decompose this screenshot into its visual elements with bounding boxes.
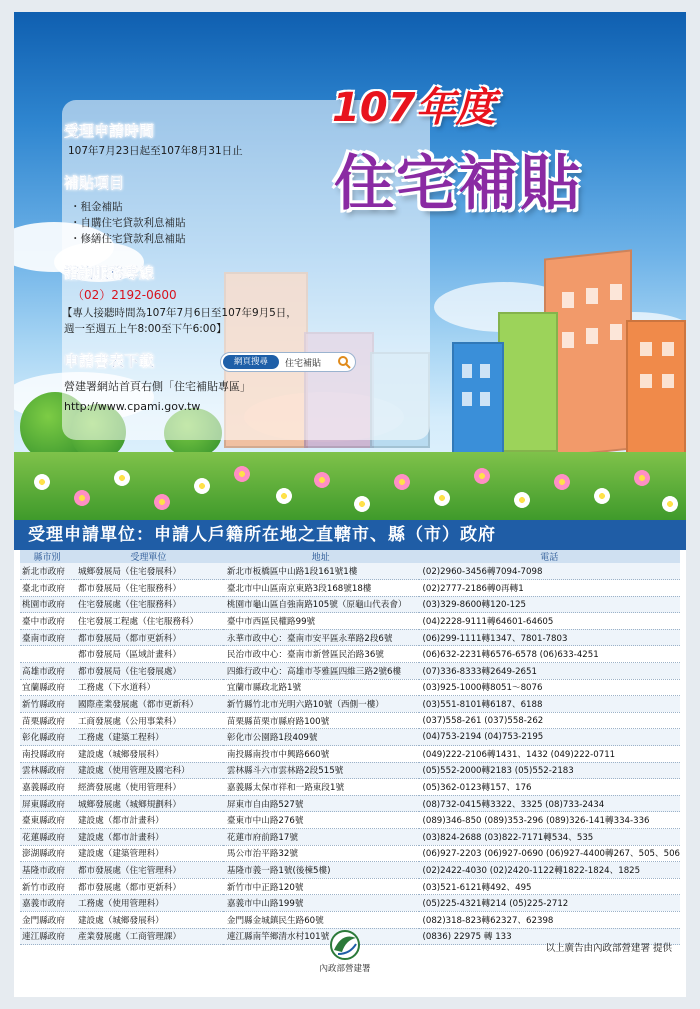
agency-cell: 經濟發展處（使用管理科） [74, 779, 223, 796]
address-cell: 基隆市義一路1號(後棟5樓) [223, 862, 419, 879]
phone-cell: (02)2960-3456轉7094-7098 [419, 563, 681, 580]
application-period-text: 107年7月23日起至107年8月31日止 [68, 145, 243, 157]
poster-title: 住宅補貼 [334, 149, 582, 219]
address-cell: 永華市政中心：臺南市安平區永華路2段6號 [223, 629, 419, 646]
hotline-heading: 諮詢服務專線 [64, 264, 155, 282]
county-cell: 基隆市政府 [20, 862, 74, 879]
hotline-phone: （02）2192-0600 [72, 288, 177, 302]
county-cell: 嘉義縣政府 [20, 779, 74, 796]
address-cell: 雲林縣斗六市雲林路2段515號 [223, 762, 419, 779]
column-header: 地址 [223, 550, 419, 563]
phone-cell: (082)318-823轉62327、62398 [419, 911, 681, 928]
logo-text: 內政部營建署 [319, 964, 371, 974]
agency-cell: 住宅發展處（住宅服務科） [74, 596, 223, 613]
agency-cell: 建設處（城鄉發展科） [74, 746, 223, 763]
phone-cell: (06)299-1111轉1347、7801-7803 [419, 629, 681, 646]
poster [14, 12, 686, 997]
table-row [20, 696, 680, 713]
application-unit-banner: 受理申請單位：申請人戶籍所在地之直轄市、縣（市）政府 [14, 520, 686, 550]
agency-cell: 都市發展局（住宅服務科） [74, 580, 223, 597]
table-row [20, 795, 680, 812]
grass [14, 452, 686, 520]
phone-cell: (03)824-2688 (03)822-7171轉534、535 [419, 829, 681, 846]
phone-cell: (07)336-8333轉2649-2651 [419, 663, 681, 680]
county-cell: 苗栗縣政府 [20, 712, 74, 729]
agency-cell: 都市發展處（住宅管理科） [74, 862, 223, 879]
address-cell: 花蓮市府前路17號 [223, 829, 419, 846]
address-cell: 馬公市治平路32號 [223, 845, 419, 862]
column-header: 電話 [419, 550, 681, 563]
phone-cell: (037)558-261 (037)558-262 [419, 712, 681, 729]
table-row [20, 895, 680, 912]
search-icon [337, 355, 351, 369]
county-cell: 臺東縣政府 [20, 812, 74, 829]
agency-cell: 建設處（都市計畫科） [74, 812, 223, 829]
subsidy-items-heading: 補貼項目 [64, 174, 125, 192]
building [452, 342, 504, 454]
table-row [20, 862, 680, 879]
application-period-heading: 受理申請時間 [64, 122, 155, 140]
agency-cell: 都市發展局（住宅發展處） [74, 663, 223, 680]
county-cell: 雲林縣政府 [20, 762, 74, 779]
table-row [20, 762, 680, 779]
subsidy-item: ・自購住宅貸款利息補貼 [70, 217, 186, 229]
address-cell: 臺東市中山路276號 [223, 812, 419, 829]
address-cell: 連江縣南竿鄉清水村101號 [223, 928, 419, 945]
table-row [20, 845, 680, 862]
search-keyword: 住宅補貼 [285, 359, 322, 369]
address-cell: 南投縣南投市中興路660號 [223, 746, 419, 763]
county-cell: 新竹市政府 [20, 878, 74, 895]
county-cell: 金門縣政府 [20, 911, 74, 928]
phone-cell: (05)362-0123轉157、176 [419, 779, 681, 796]
table-row [20, 563, 680, 580]
agency-cell: 工商發展處（公用事業科） [74, 712, 223, 729]
phone-cell: (06)927-2203 (06)927-0690 (06)927-4400轉267、505、506 [419, 845, 681, 862]
agency-cell: 國際產業發展處（都市更新科） [74, 696, 223, 713]
table-row [20, 679, 680, 696]
table-row [20, 878, 680, 895]
agency-cell: 產業發展處（工商管理課） [74, 928, 223, 945]
address-cell: 新竹市中正路120號 [223, 878, 419, 895]
phone-cell: (08)732-0415轉3322、3325 (08)733-2434 [419, 795, 681, 812]
phone-cell: (05)225-4321轉214 (05)225-2712 [419, 895, 681, 912]
hotline-note: 【專人接聽時間為107年7月6日至107年9月5日， [62, 307, 297, 319]
agency-cell: 工務處（下水道科） [74, 679, 223, 696]
table-row [20, 729, 680, 746]
hero-illustration [14, 12, 686, 520]
county-cell: 桃園市政府 [20, 596, 74, 613]
table-row [20, 663, 680, 680]
table-row [20, 629, 680, 646]
subsidy-item: ・租金補貼 [70, 201, 123, 213]
county-cell [20, 646, 74, 663]
phone-cell: (03)551-8101轉6187、6188 [419, 696, 681, 713]
address-cell: 金門縣金城鎮民生路60號 [223, 911, 419, 928]
phone-cell: (089)346-850 (089)353-296 (089)326-141轉334-336 [419, 812, 681, 829]
phone-cell: (06)632-2231轉6576-6578 (06)633-4251 [419, 646, 681, 663]
table-row [20, 613, 680, 630]
phone-cell: (03)925-1000轉8051～8076 [419, 679, 681, 696]
download-heading: 申請書表下載 [64, 352, 155, 370]
phone-cell: (05)552-2000轉2183 (05)552-2183 [419, 762, 681, 779]
address-cell: 臺北市中山區南京東路3段168號18樓 [223, 580, 419, 597]
address-cell: 桃園市龜山區自強南路105號（原龜山代表會） [223, 596, 419, 613]
table-row [20, 646, 680, 663]
county-cell: 臺北市政府 [20, 580, 74, 597]
year-label: 107年度 [332, 85, 496, 131]
table-row [20, 779, 680, 796]
county-cell: 嘉義市政府 [20, 895, 74, 912]
website-url[interactable]: http://www.cpami.gov.tw [64, 400, 201, 413]
county-cell: 花蓮縣政府 [20, 829, 74, 846]
phone-cell: (03)329-8600轉120-125 [419, 596, 681, 613]
county-cell: 宜蘭縣政府 [20, 679, 74, 696]
county-cell: 臺南市政府 [20, 629, 74, 646]
county-cell: 屏東縣政府 [20, 795, 74, 812]
building [626, 320, 686, 454]
phone-cell: (049)222-2106轉1431、1432 (049)222-0711 [419, 746, 681, 763]
table-row [20, 746, 680, 763]
cpami-logo [310, 928, 380, 974]
agency-cell: 城鄉發展局（住宅發展科） [74, 563, 223, 580]
address-cell: 臺中市西區民權路99號 [223, 613, 419, 630]
phone-cell: (0836) 22975 轉 133 [419, 928, 681, 945]
address-cell: 新竹縣竹北市光明六路10號（西側一樓） [223, 696, 419, 713]
agency-cell: 工務處（建築工程科） [74, 729, 223, 746]
agency-cell: 工務處（使用管理科） [74, 895, 223, 912]
address-cell: 苗栗縣苗栗市縣府路100號 [223, 712, 419, 729]
phone-cell: (02)2422-4030 (02)2420-1122轉1822-1824、1825 [419, 862, 681, 879]
agency-cell: 住宅發展工程處（住宅服務科） [74, 613, 223, 630]
building [498, 312, 558, 452]
download-instruction: 營建署網站首頁右側「住宅補貼專區」 [64, 380, 251, 393]
county-cell: 彰化縣政府 [20, 729, 74, 746]
county-cell: 南投縣政府 [20, 746, 74, 763]
column-header: 受理單位 [74, 550, 223, 563]
address-cell: 四維行政中心：高雄市苓雅區四維三路2號6樓 [223, 663, 419, 680]
county-cell: 澎湖縣政府 [20, 845, 74, 862]
column-header: 縣市別 [20, 550, 74, 563]
phone-cell: (04)2228-9111轉64601-64605 [419, 613, 681, 630]
hotline-hours: 週一至週五上午8:00至下午6:00】 [64, 323, 227, 335]
table-header-row [20, 550, 680, 563]
agency-cell: 建設處（都市計畫科） [74, 829, 223, 846]
phone-cell: (03)521-6121轉492、495 [419, 878, 681, 895]
table-row [20, 596, 680, 613]
county-cell: 新北市政府 [20, 563, 74, 580]
address-cell: 嘉義縣太保市祥和一路東段1號 [223, 779, 419, 796]
county-cell: 臺中市政府 [20, 613, 74, 630]
agency-cell: 都市發展局（都市更新科） [74, 629, 223, 646]
credit-text: 以上廣告由內政部營建署 提供 [545, 943, 672, 954]
table-row [20, 712, 680, 729]
county-cell: 連江縣政府 [20, 928, 74, 945]
agency-table [20, 550, 680, 945]
search-box[interactable] [220, 352, 356, 372]
address-cell: 新北市板橋區中山路1段161號1樓 [223, 563, 419, 580]
subsidy-item: ・修繕住宅貸款利息補貼 [70, 233, 186, 245]
search-tag: 網頁搜尋 [223, 355, 279, 369]
table-row [20, 911, 680, 928]
address-cell: 民治市政中心：臺南市新營區民治路36號 [223, 646, 419, 663]
county-cell: 新竹縣政府 [20, 696, 74, 713]
agency-cell: 建設處（建築管理科） [74, 845, 223, 862]
county-cell: 高雄市政府 [20, 663, 74, 680]
address-cell: 屏東市自由路527號 [223, 795, 419, 812]
table-row [20, 580, 680, 597]
phone-cell: (04)753-2194 (04)753-2195 [419, 729, 681, 746]
phone-cell: (02)2777-2186轉0再轉1 [419, 580, 681, 597]
agency-cell: 都市發展局（區域計畫科） [74, 646, 223, 663]
address-cell: 宜蘭市縣政北路1號 [223, 679, 419, 696]
agency-cell: 建設處（使用管理及國宅科） [74, 762, 223, 779]
address-cell: 嘉義市中山路199號 [223, 895, 419, 912]
table-row [20, 829, 680, 846]
table-row [20, 812, 680, 829]
address-cell: 彰化市公園路1段409號 [223, 729, 419, 746]
agency-cell: 都市發展處（都市更新科） [74, 878, 223, 895]
agency-cell: 城鄉發展處（城鄉規劃科） [74, 795, 223, 812]
agency-cell: 建設處（城鄉發展科） [74, 911, 223, 928]
